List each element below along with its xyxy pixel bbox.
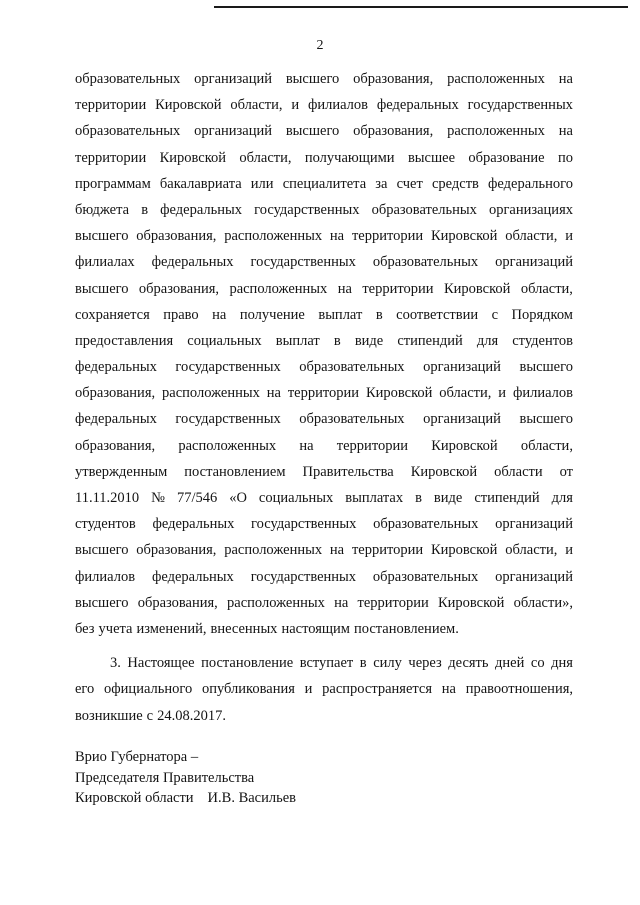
word: образовательных <box>371 201 477 218</box>
word: образовательных <box>372 254 479 271</box>
word: федерального <box>488 175 573 192</box>
word: № <box>151 490 165 506</box>
word: на <box>558 71 573 87</box>
word: филиалов <box>307 97 369 114</box>
text-line <box>75 590 573 616</box>
word: образования, <box>75 437 156 454</box>
word: территории <box>351 228 424 245</box>
word: образовательных <box>299 411 405 428</box>
word: Кировской <box>365 385 433 402</box>
word: образовательных <box>299 359 405 376</box>
word: высшего <box>519 411 573 428</box>
page-number: 2 <box>316 38 324 53</box>
word: государственных <box>467 97 573 114</box>
word: опубликования <box>201 681 295 698</box>
text-line <box>75 406 573 432</box>
signature-block <box>75 747 296 809</box>
word: на <box>212 306 227 323</box>
word: федеральных <box>152 516 235 533</box>
word: высшего <box>285 71 340 87</box>
word: территории <box>75 97 147 114</box>
paragraph-2 <box>75 66 573 642</box>
word: расположенных <box>447 71 545 87</box>
word: в <box>359 655 367 672</box>
word: и <box>498 385 507 402</box>
word: государственных <box>175 359 281 376</box>
word: области, <box>520 437 573 454</box>
word: возникшие <box>75 707 143 724</box>
word: и <box>565 542 573 559</box>
word: в <box>415 490 422 506</box>
word: высшее <box>407 149 455 166</box>
word: на <box>337 280 352 297</box>
paragraph-gap <box>75 642 573 650</box>
word: виде <box>433 490 463 506</box>
word: Кировской <box>155 97 222 114</box>
word: области», <box>513 594 573 611</box>
word: выплат <box>275 332 320 349</box>
word: федеральных <box>160 201 243 218</box>
word: государственных <box>254 201 360 218</box>
word: филиалов <box>75 568 136 585</box>
word: расположенных <box>224 542 323 559</box>
word: области, <box>505 542 558 559</box>
word: организаций <box>194 71 272 87</box>
word: распространяется <box>322 681 433 698</box>
word: получение <box>239 306 305 323</box>
word: счет <box>396 175 423 192</box>
signatory-name: И.В. Васильев <box>207 790 296 806</box>
word: на <box>266 385 281 402</box>
word: образование <box>468 149 545 166</box>
word: 11.11.2010 <box>75 490 140 506</box>
word: соответствии <box>396 306 479 323</box>
word: изменений, <box>136 620 207 637</box>
word: государственных <box>250 568 357 585</box>
text-line <box>75 249 573 275</box>
word: социальных <box>187 332 262 349</box>
word: Кировской <box>431 437 498 454</box>
word: высшего <box>285 123 340 140</box>
word: Кировской <box>443 280 511 297</box>
word: высшего <box>75 280 129 297</box>
word: образования, <box>136 228 217 245</box>
word: федеральных <box>151 568 234 585</box>
word: высшего <box>75 542 129 559</box>
text-line <box>75 145 573 171</box>
word: со <box>530 655 545 672</box>
word: постановлением. <box>353 620 459 637</box>
word: и <box>291 97 300 114</box>
word: территории <box>287 385 360 402</box>
word: на <box>329 542 345 559</box>
word: организаций <box>495 254 573 271</box>
word: организаций <box>495 516 573 533</box>
word: дня <box>551 655 573 672</box>
word: филиалов <box>512 385 573 402</box>
word: на <box>441 681 456 698</box>
word: настоящим <box>281 620 350 637</box>
word: 3. <box>110 655 121 672</box>
word: высшего <box>519 359 573 376</box>
text-line <box>75 485 573 511</box>
signature-region: Кировской области <box>75 790 194 806</box>
word: с <box>491 306 499 323</box>
word: предоставления <box>75 332 174 349</box>
word: для <box>476 332 499 349</box>
word: виде <box>354 332 384 349</box>
word: области, <box>230 97 283 114</box>
text-line <box>75 223 573 249</box>
word: получающими <box>304 149 395 166</box>
word: и <box>304 681 313 698</box>
word: на <box>334 594 349 611</box>
word: организаций <box>194 123 272 140</box>
word: образовательных <box>373 516 479 533</box>
signature-title-line-1: Врио Губернатора – <box>75 749 199 765</box>
word: расположенных <box>227 594 325 611</box>
word: Кировской <box>430 542 498 559</box>
word: Кировской <box>159 149 227 166</box>
word: «О <box>229 490 247 506</box>
text-line <box>75 354 573 380</box>
document-body <box>75 66 573 729</box>
text-line <box>75 302 573 328</box>
word: по <box>557 149 573 166</box>
word: федеральных <box>151 254 234 271</box>
word: образования, <box>75 385 156 402</box>
word: образовательных <box>75 123 181 140</box>
text-line <box>75 66 573 92</box>
word: территории <box>362 280 434 297</box>
word: право <box>163 306 199 323</box>
text-line <box>75 616 573 642</box>
word: государственных <box>175 411 281 428</box>
word: организаций <box>495 568 573 585</box>
word: десять <box>448 655 489 672</box>
word: стипендий <box>397 332 463 349</box>
word: образования, <box>353 123 434 140</box>
text-line <box>75 92 573 118</box>
text-line <box>75 328 573 354</box>
word: постановлением <box>184 463 286 480</box>
signature-title-line-3 <box>75 788 296 809</box>
word: расположенных <box>229 280 328 297</box>
word: социальных <box>258 490 334 506</box>
word: с <box>146 707 154 724</box>
word: области, <box>239 149 292 166</box>
word: силу <box>373 655 402 672</box>
word: организациях <box>488 201 573 218</box>
word: вступает <box>299 655 354 672</box>
word: выплат <box>318 306 363 323</box>
word: и <box>565 228 573 245</box>
word: Настоящее <box>127 655 195 672</box>
text-line <box>75 380 573 406</box>
word: Кировской <box>430 228 498 245</box>
word: на <box>558 123 573 140</box>
text-line <box>75 703 573 729</box>
word: образования, <box>353 71 434 87</box>
word: образования, <box>138 280 220 297</box>
text-line <box>75 537 573 563</box>
word: территории <box>351 542 424 559</box>
word: стипендий <box>474 490 540 506</box>
word: области, <box>520 280 573 297</box>
word: территории <box>357 594 429 611</box>
word: высшего <box>75 228 129 245</box>
word: области, <box>439 385 492 402</box>
word: области <box>494 463 543 480</box>
text-line <box>75 459 573 485</box>
text-line <box>75 676 573 702</box>
word: в <box>141 201 149 218</box>
word: официального <box>104 681 193 698</box>
word: Порядком <box>511 306 573 323</box>
word: постановление <box>201 655 294 672</box>
signature-title-line-2: Председателя Правительства <box>75 769 255 786</box>
word: Правительства <box>302 463 394 480</box>
word: Кировской <box>410 463 478 480</box>
word: бакалавриата <box>159 175 242 192</box>
word: утвержденным <box>75 463 168 480</box>
word: через <box>408 655 442 672</box>
word: студентов <box>75 516 136 533</box>
word: от <box>559 463 573 480</box>
text-line <box>75 511 573 537</box>
text-line <box>75 276 573 302</box>
word: государственных <box>250 254 356 271</box>
word: образовательных <box>372 568 479 585</box>
word: студентов <box>512 332 573 349</box>
word: в <box>333 332 341 349</box>
word: дней <box>495 655 525 672</box>
word: сохраняется <box>75 306 150 323</box>
word: без <box>75 620 95 637</box>
word: организаций <box>423 359 501 376</box>
word: 77/546 <box>176 490 218 506</box>
word: расположенных <box>178 437 277 454</box>
word: государственных <box>251 516 357 533</box>
word: образования, <box>137 594 218 611</box>
word: для <box>551 490 573 506</box>
word: правоотношения, <box>465 681 573 698</box>
word: территории <box>75 149 147 166</box>
word: территории <box>336 437 408 454</box>
word: расположенных <box>162 385 260 402</box>
top-rule <box>214 6 628 8</box>
word: за <box>375 175 388 192</box>
word: расположенных <box>447 123 545 140</box>
paragraph-3 <box>75 650 573 729</box>
text-line <box>75 433 573 459</box>
word: внесенных <box>210 620 278 637</box>
word: на <box>299 437 314 454</box>
word: области, <box>505 228 558 245</box>
word: 24.08.2017. <box>157 707 226 724</box>
word: специалитета <box>282 175 367 192</box>
word: федеральных <box>75 359 157 376</box>
word: средств <box>431 175 479 192</box>
text-line <box>75 171 573 197</box>
text-line <box>75 564 573 590</box>
word: учета <box>98 620 133 637</box>
word: или <box>250 175 274 192</box>
word: высшего <box>75 594 129 611</box>
text-line <box>75 118 573 144</box>
word: федеральных <box>376 97 459 114</box>
word: федеральных <box>75 411 157 428</box>
word: филиалах <box>75 254 135 271</box>
word: в <box>375 306 383 323</box>
text-line <box>75 650 573 676</box>
word: его <box>75 681 95 698</box>
word: образования, <box>136 542 217 559</box>
text-line <box>75 197 573 223</box>
word: организаций <box>423 411 501 428</box>
word: расположенных <box>224 228 323 245</box>
word: выплатах <box>345 490 404 506</box>
word: Кировской <box>437 594 505 611</box>
word: образовательных <box>75 71 181 87</box>
word: на <box>329 228 345 245</box>
word: программам <box>75 175 151 192</box>
word: бюджета <box>75 201 130 218</box>
